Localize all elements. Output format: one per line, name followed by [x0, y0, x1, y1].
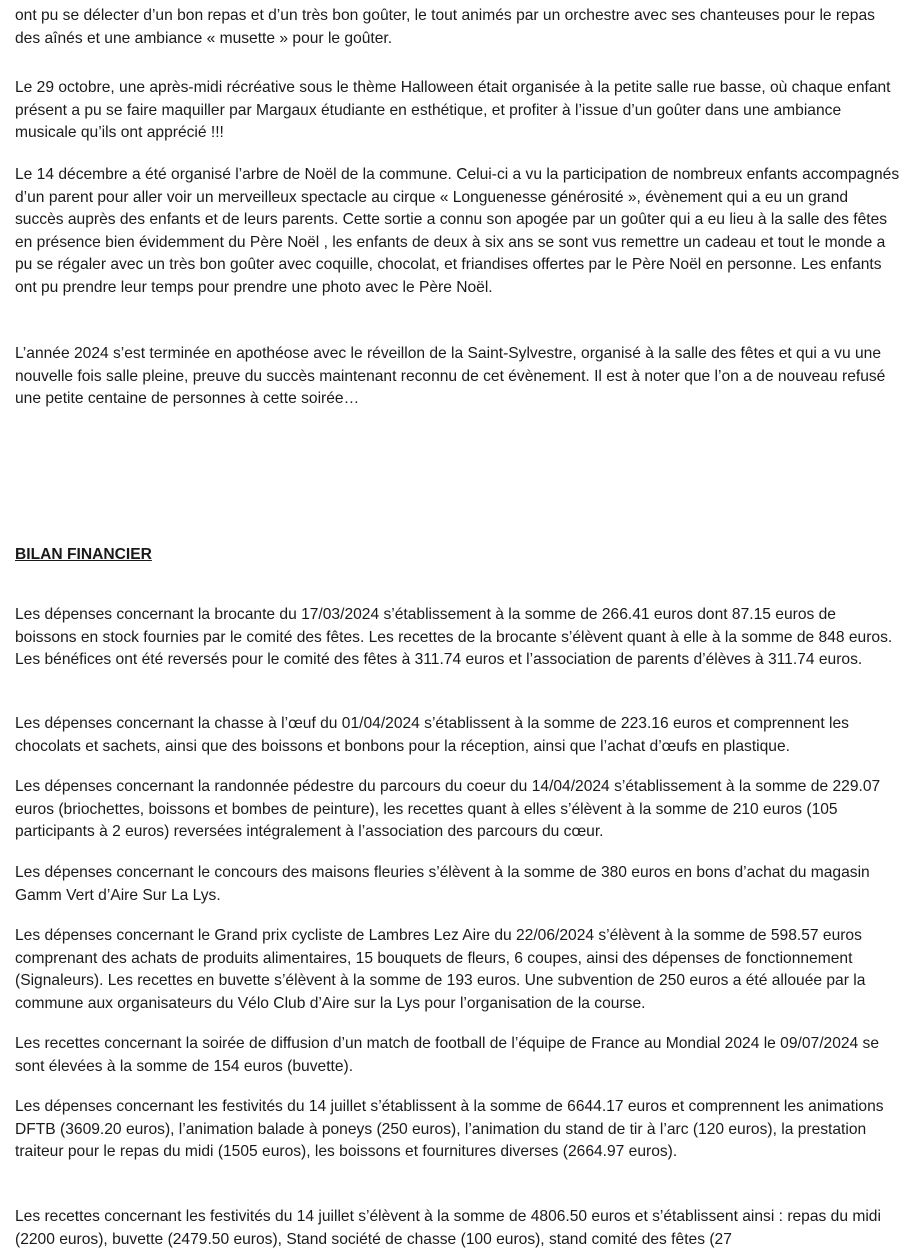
paragraph-text: Les dépenses concernant les festivités du 14 juillet s’établissent à la somme de 6644.17 euros et comprennent les animations DFTB (3609.20 euros), l’animation balade à poneys (250 euros), l’animation du stand de tir à l’arc (120 euros), la prestation traiteur pour le repas du midi (1505 euros), les boissons et fournitures diverses (2664.97 euros). — [15, 1098, 884, 1161]
paragraph-soiree-football — [15, 1033, 900, 1078]
paragraph-depenses-14-juillet — [15, 1096, 900, 1164]
paragraph-text: Les dépenses concernant la brocante du 17/03/2024 s’établissement à la somme de 266.41 euros dont 87.15 euros de boissons en stock fournies par le comité des fêtes. Les recettes de la brocante s’élèvent quant à elle à la somme de 848 euros. Les bénéfices ont été reversés pour le comité des fêtes à 311.74 euros et l’association de parents d’élèves à 311.74 euros. — [15, 606, 893, 669]
paragraph-repas-aines — [15, 5, 900, 50]
paragraph-text: ont pu se délecter d’un bon repas et d’un très bon goûter, le tout animés par un orchestre avec ses chanteuses pour le repas des aînés et une ambiance « musette » pour le goûter. — [15, 7, 875, 47]
paragraph-randonnee — [15, 776, 900, 844]
paragraph-text: Les dépenses concernant le concours des maisons fleuries s’élèvent à la somme de 380 euros en bons d’achat du magasin Gamm Vert d’Aire Sur La Lys. — [15, 864, 870, 904]
paragraph-text: Les dépenses concernant la randonnée pédestre du parcours du coeur du 14/04/2024 s’établissement à la somme de 229.07 euros (briochettes, boissons et bombes de peinture), les recettes quant à elles s’élèvent à la somme de 210 euros (105 participants à 2 euros) reversées intégralement à l’association des parcours du cœur. — [15, 778, 881, 841]
paragraph-text: Les dépenses concernant le Grand prix cycliste de Lambres Lez Aire du 22/06/2024 s’élèvent à la somme de 598.57 euros comprenant des achats de produits alimentaires, 15 bouquets de fleurs, 6 coupes, ainsi des dépenses de fonctionnement (Signaleurs). Les recettes en buvette s’élèvent à la somme de 193 euros. Une subvention de 250 euros a été allouée par la commune aux organisateurs du Vélo Club d’Aire sur la Lys pour l’organisation de la course. — [15, 927, 866, 1012]
section-heading — [15, 544, 900, 567]
paragraph-grand-prix-cycliste — [15, 925, 900, 1015]
paragraph-brocante — [15, 604, 900, 672]
paragraph-chasse-oeuf — [15, 713, 900, 758]
paragraph-text: Le 29 octobre, une après-midi récréative sous le thème Halloween était organisée à la petite salle rue basse, où chaque enfant présent a pu se faire maquiller par Margaux étudiante en esthétique, et profiter à l’issue d’un goûter dans une ambiance musicale qu’ils ont apprécié !!! — [15, 79, 891, 142]
paragraph-text: Les recettes concernant la soirée de diffusion d’un match de football de l’équipe de France au Mondial 2024 le 09/07/2024 se sont élevées à la somme de 154 euros (buvette). — [15, 1035, 880, 1075]
paragraph-text: Les dépenses concernant la chasse à l’œuf du 01/04/2024 s’établissent à la somme de 223.16 euros et comprennent les chocolats et sachets, ainsi que des boissons et bonbons pour la réception, ainsi que l’achat d’œufs en plastique. — [15, 715, 849, 755]
paragraph-maisons-fleuries — [15, 862, 900, 907]
paragraph-arbre-de-noel — [15, 164, 900, 300]
section-heading-text: BILAN FINANCIER — [15, 546, 152, 563]
paragraph-text: L’année 2024 s’est terminée en apothéose avec le réveillon de la Saint-Sylvestre, organisé à la salle des fêtes et qui a vu une nouvelle fois salle pleine, preuve du succès maintenant reconnu de cet évènement. Il est à noter que l’on a de nouveau refusé une petite centaine de personnes à cette soirée… — [15, 345, 886, 408]
paragraph-halloween — [15, 77, 900, 145]
paragraph-text: Le 14 décembre a été organisé l’arbre de Noël de la commune. Celui-ci a vu la participation de nombreux enfants accompagnés d’un parent pour aller voir un merveilleux spectacle au cirque « Longuenesse générosité », évènement qui a eu un grand succès auprès des enfants et de leurs parents. Cette sortie a connu son apogée par un goûter qui a eu lieu à la salle des fêtes en présence bien évidemment du Père Noël , les enfants de deux à six ans se sont vus remettre un cadeau et tout le monde a pu se régaler avec un très bon goûter avec coquille, chocolat, et friandises offertes par le Père Noël en personne. Les enfants ont pu prendre leur temps pour prendre une photo avec le Père Noël. — [15, 166, 900, 296]
paragraph-text: Les recettes concernant les festivités du 14 juillet s’élèvent à la somme de 4806.50 euros et s’établissent ainsi : repas du midi (2200 euros), buvette (2479.50 euros), Stand société de chasse (100 euros), stand comité des fêtes (27 — [15, 1208, 881, 1248]
paragraph-recettes-14-juillet — [15, 1206, 900, 1251]
paragraph-saint-sylvestre — [15, 343, 900, 411]
